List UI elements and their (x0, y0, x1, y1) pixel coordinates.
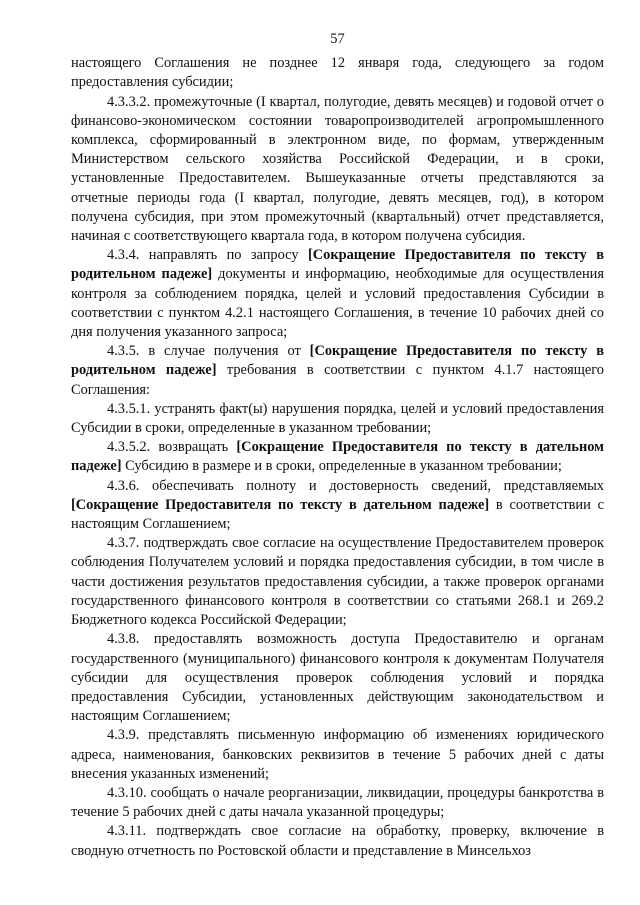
text-fragment: 4.3.5. в случае получения от (107, 343, 310, 360)
paragraph (71, 534, 604, 630)
text-fragment: 4.3.3.2. промежуточные (I квартал, полугодие, девять месяцев) и годовой отчет о финансово-экономическом состоянии товаропроизводителей агропромышленного комплекса, сформированный в электронном виде, по формам, утвержденным Министерством сельского хозяйства Российской Федерации, и в сроки, установленные Предоставителем. Вышеуказанные отчеты представляются за отчетные периоды года (I квартал, полугодие, девять месяцев, год), в котором получена субсидия, при этом промежуточный (квартальный) отчет представляется, начиная с соответствующего квартала года, в котором получена субсидия. (71, 93, 604, 245)
paragraph (71, 822, 604, 860)
paragraph (71, 726, 604, 784)
paragraph (71, 93, 604, 247)
text-fragment: 4.3.4. направлять по запросу (107, 247, 308, 264)
text-fragment: 4.3.11. подтверждать свое согласие на обработку, проверку, включение в сводную отчетность по Ростовской области и представление в Минсельхоз (71, 823, 604, 859)
text-fragment: 4.3.7. подтверждать свое согласие на осуществление Предоставителем проверок соблюдения Получателем условий и порядка предоставления субсидии, в том числе в части достижения результатов предоставления субсидии, а также проверок органами государственного финансового контроля в соответствии со статьями 268.1 и 269.2 Бюджетного кодекса Российской Федерации; (71, 535, 604, 629)
text-fragment: в соответствии с настоящим Соглашением; (71, 496, 605, 533)
text-fragment: 4.3.5.1. устранять факт(ы) нарушения порядка, целей и условий предоставления Субсидии в сроки, определенные в указанном требовании; (71, 400, 604, 437)
paragraph (71, 246, 604, 342)
paragraph (71, 477, 604, 535)
bold-text-fragment: [Сокращение Предоставителя по тексту в дательном падеже] (71, 496, 490, 513)
text-fragment: 4.3.10. сообщать о начале реорганизации, ликвидации, процедуры банкротства в течение 5 рабочих дней с даты начала указанной процедуры; (71, 784, 604, 821)
bold-text-fragment: [Сокращение Предоставителя по тексту в дательном падеже] (71, 439, 604, 475)
paragraph (71, 438, 604, 476)
bold-text-fragment: [Сокращение Предоставителя по тексту в родительном падеже] (71, 247, 604, 283)
paragraph (71, 342, 604, 400)
page-number: 57 (330, 31, 345, 47)
paragraph (71, 400, 604, 438)
text-fragment: 4.3.6. обеспечивать полноту и достоверность сведений, представляемых (107, 477, 604, 494)
text-fragment: Субсидию в размере и в сроки, определенные в указанном требовании; (121, 458, 562, 475)
text-fragment: 4.3.5.2. возвращать (107, 439, 237, 456)
paragraph (71, 784, 604, 822)
text-fragment: 4.3.9. представлять письменную информацию об изменениях юридического адреса, наименования, банковских реквизитов в течение 5 рабочих дней с даты внесения указанных изменений; (71, 727, 604, 782)
document-body (71, 54, 604, 861)
paragraph (71, 630, 604, 726)
bold-text-fragment: [Сокращение Предоставителя по тексту в родительном падеже] (71, 343, 604, 379)
paragraph (71, 54, 604, 92)
text-fragment: документы и информацию, необходимые для осуществления контроля за соблюдением порядка, целей и условий предоставления Субсидии в соответствии с пунктом 4.2.1 настоящего Соглашения, в течение 10 рабочих дней со дня получения указанного запроса; (71, 266, 604, 341)
text-fragment: настоящего Соглашения не позднее 12 января года, следующего за годом предоставления субсидии; (71, 55, 604, 91)
text-fragment: требования в соответствии с пунктом 4.1.7 настоящего Соглашения: (71, 362, 605, 398)
text-fragment: 4.3.8. предоставлять возможность доступа Предоставителю и органам государственного (муниципального) финансового контроля к документам Получателя субсидии для осуществления проверок соблюдения условий и порядка предоставления Субсидии, установленных действующим законодательством и настоящим Соглашением; (71, 631, 604, 725)
